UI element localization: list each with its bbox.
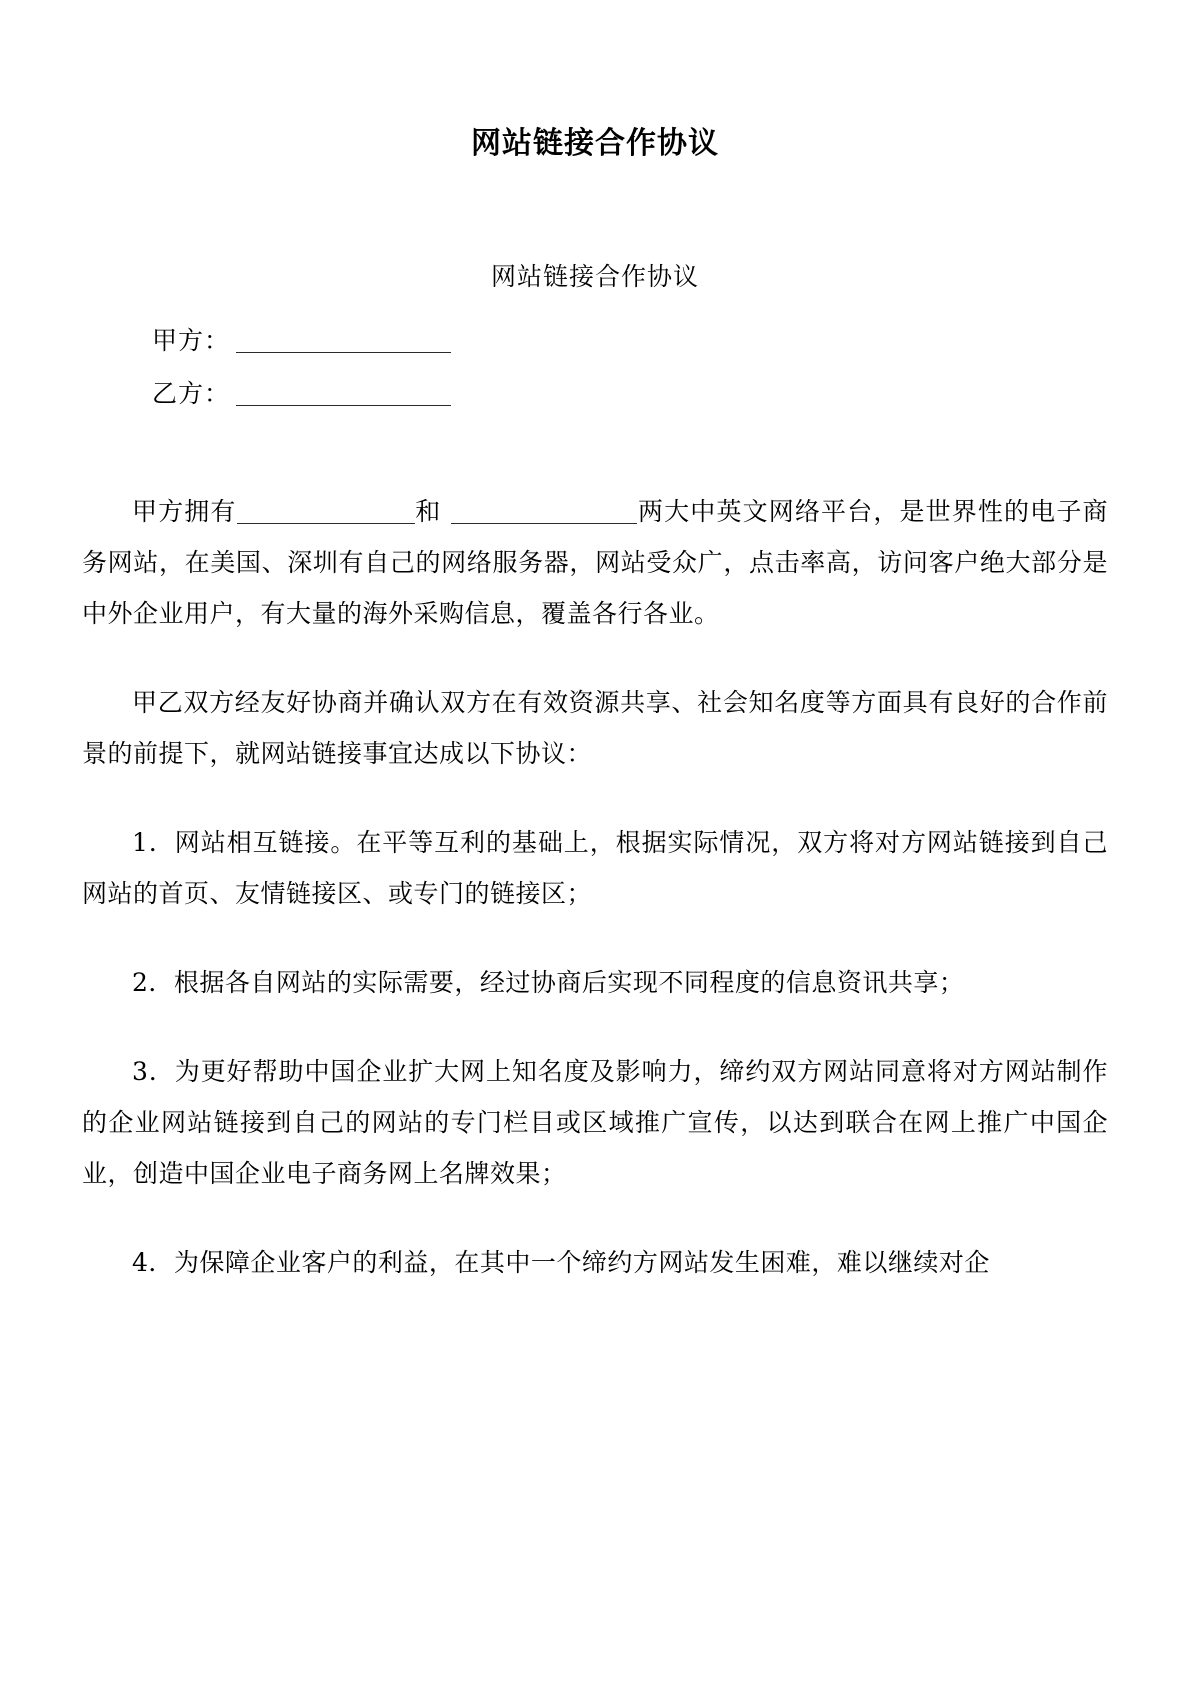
clause-number-2: 2． [132,968,174,997]
intro-paragraph [82,486,1108,639]
intro-segment-1: 甲方拥有 [132,497,237,526]
party-blank-yifang[interactable] [236,381,451,406]
clause-number-1: 1． [132,828,175,857]
clause-text-1: 网站相互链接。在平等互利的基础上，根据实际情况，双方将对方网站链接到自己网站的首页、友情链接区、或专门的链接区； [82,828,1108,908]
clause-item-3 [82,1046,1108,1199]
intro-blank-platform-1[interactable] [237,497,415,524]
clause-item-2 [82,957,1108,1008]
preamble-paragraph: 甲乙双方经友好协商并确认双方在有效资源共享、社会知名度等方面具有良好的合作前景的前提下，就网站链接事宜达成以下协议： [82,688,1108,768]
clause-text-3: 为更好帮助中国企业扩大网上知名度及影响力，缔约双方网站同意将对方网站制作的企业网站链接到自己的网站的专门栏目或区域推广宣传，以达到联合在网上推广中国企业，创造中国企业电子商务网上名牌效果； [82,1057,1108,1188]
clause-number-4: 4． [132,1248,174,1277]
party-row-jiafang [152,328,1190,353]
clause-text-4: 为保障企业客户的利益，在其中一个缔约方网站发生困难，难以继续对企 [173,1248,990,1277]
party-blank-jiafang[interactable] [236,328,451,353]
party-label-yifang: 乙方： [152,379,231,408]
clause-item-4 [82,1237,1108,1288]
document-subtitle: 网站链接合作协议 [490,262,699,291]
clause-text-2: 根据各自网站的实际需要，经过协商后实现不同程度的信息资讯共享； [173,968,965,997]
intro-blank-platform-2[interactable] [451,497,637,524]
party-row-yifang [152,381,1190,406]
intro-segment-2: 和 [414,497,442,526]
page-title: 网站链接合作协议 [471,127,719,160]
party-fields [0,292,1190,406]
clause-item-1 [82,817,1108,919]
clause-number-3: 3． [132,1057,175,1086]
document-body [0,434,1190,1288]
party-label-jiafang: 甲方： [152,326,231,355]
intro-segment-3: 两大中英文网络平台，是世界性的电子商务网站，在美国、深圳有自己的网络服务器，网站受众广，点击率高，访问客户绝大部分是中外企业用户，有大量的海外采购信息，覆盖各行各业。 [82,497,1108,628]
